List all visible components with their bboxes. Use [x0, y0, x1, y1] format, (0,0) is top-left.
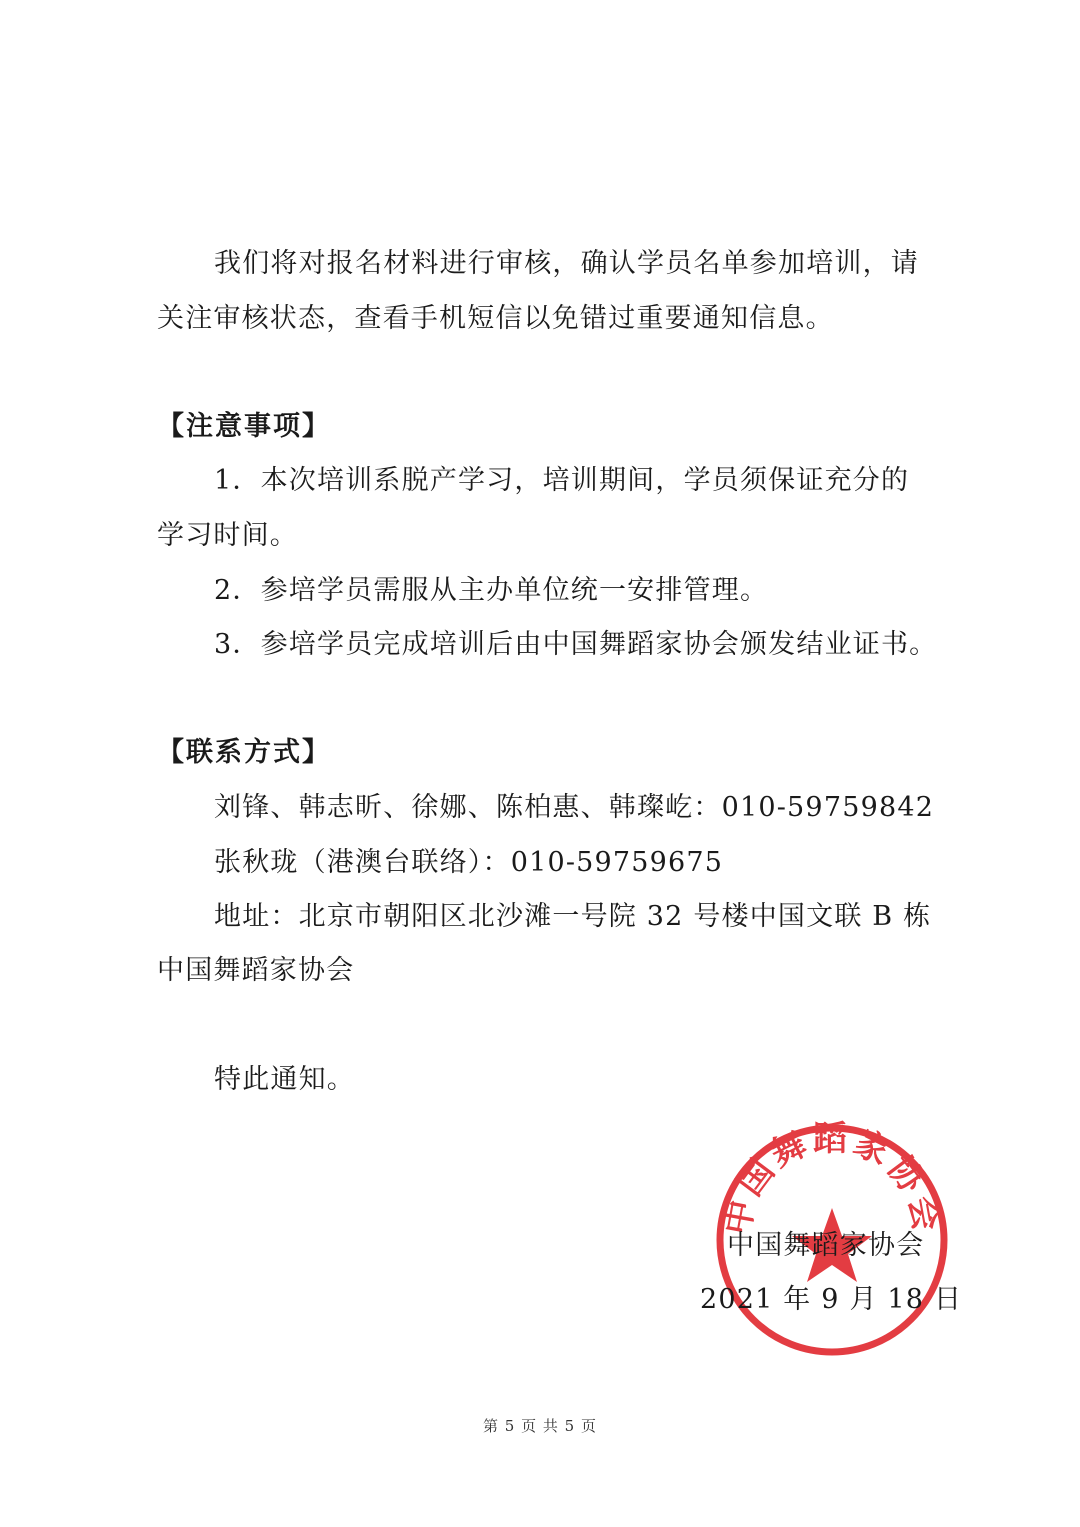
- notes-heading: 【注意事项】: [157, 411, 331, 442]
- signature-date: 2021 年 9 月 18 日: [700, 1284, 963, 1315]
- contact-address: 地址：北京市朝阳区北沙滩一号院 32 号楼中国文联 B 栋: [214, 901, 932, 932]
- contact-phone-2: 张秋珑（港澳台联络）：010-59759675: [214, 847, 724, 878]
- paragraph-line: 我们将对报名材料进行审核，确认学员名单参加培训，请: [214, 248, 919, 279]
- svg-text:中国舞蹈家协会: 中国舞蹈家协会: [717, 1120, 947, 1238]
- notes-item-2: 2．参培学员需服从主办单位统一安排管理。: [214, 575, 769, 606]
- signature-org: 中国舞蹈家协会: [727, 1230, 925, 1261]
- contact-address-cont: 中国舞蹈家协会: [157, 955, 355, 986]
- notes-item-3: 3．参培学员完成培训后由中国舞蹈家协会颁发结业证书。: [214, 629, 938, 660]
- notes-item-1-cont: 学习时间。: [157, 520, 298, 551]
- contact-phone-1: 刘锋、韩志昕、徐娜、陈柏惠、韩璨屹：010-59759842: [214, 792, 935, 823]
- paragraph-line: 关注审核状态，查看手机短信以免错过重要通知信息。: [157, 303, 834, 334]
- contact-heading: 【联系方式】: [157, 737, 331, 768]
- notes-item-1: 1．本次培训系脱产学习，培训期间，学员须保证充分的: [214, 465, 910, 496]
- closing-text: 特此通知。: [214, 1064, 355, 1095]
- page-footer: 第 5 页 共 5 页: [483, 1417, 597, 1435]
